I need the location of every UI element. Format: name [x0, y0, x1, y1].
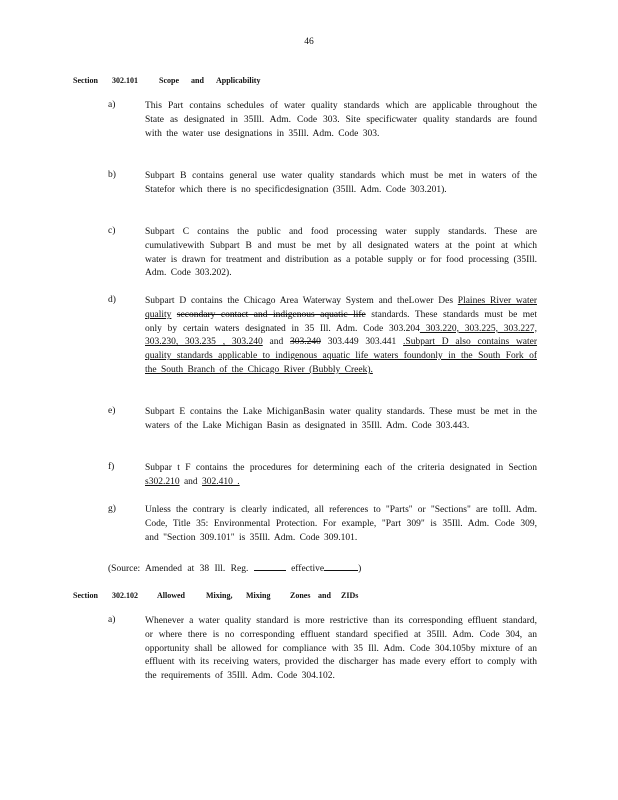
source-open: (Source: [108, 564, 141, 574]
section-number: 302.101 [112, 76, 138, 85]
inserted-text: s302.210 [145, 476, 180, 487]
section-label: Section [73, 76, 98, 85]
section-title-word: Mixing [246, 591, 271, 600]
text-segment: Subpar t F contains the procedures for determining each of the criteria designated in Section [145, 463, 537, 473]
section-title-word: Allowed [157, 591, 185, 600]
inserted-text: 302.410 . [202, 476, 240, 487]
deleted-text: 303.240 [290, 337, 321, 348]
item-text: Subpart E contains the Lake MichiganBasin water quality standards. These must be met in the waters of the Lake Michigan Basin as designated in 35Ill. Adm. Code 303.443. [145, 407, 537, 431]
source-amended: Amended at 38 Ill. Reg. [145, 564, 249, 574]
text-segment: and [269, 337, 284, 348]
inserted-text: .Subpart D also contains water quality standards applicable to indigenous aquatic life waters foundonly in the South Fork of the South Branch of the Chicago River (Bubbly Creek). [145, 337, 538, 375]
section-label: Section [73, 591, 98, 600]
section-title-word: Scope [159, 76, 179, 85]
source-note [108, 561, 361, 574]
source-close: ) [358, 564, 362, 574]
blank-field [324, 561, 358, 571]
item-text: This Part contains schedules of water quality standards which are applicable throughout the State as designated in 35Ill. Adm. Code 303. Site specificwater quality standards are found with the water use designations in 35Ill. Adm. Code 303. [145, 101, 537, 139]
deleted-text: secondary contact and indigenous aquatic life [176, 309, 366, 320]
item-text [145, 462, 537, 490]
item-text: Whenever a water quality standard is more restrictive than its corresponding effluent standard, or where there is no corresponding effluent standard specified at 35Ill. Adm. Code 304, an opportunity shall be allowed for compliance with 35 Ill. Adm. Code 304.105by mixture of an effluent with its receiving waters, provided the discharger has made every effort to comply with the requirements of 35Ill. Adm. Code 304.102. [145, 616, 537, 682]
item-text: Unless the contrary is clearly indicated, all references to "Parts" or "Sections" are toIll. Adm. Code, Title 35: Environmental Protection. For example, "Part 309" is 35Ill. Adm. Code 309, and "Section 309.101" is 35Ill. Adm. Code 309.101. [145, 505, 537, 543]
section-title-word: and [191, 76, 204, 85]
item-label: g) [108, 504, 116, 514]
section-title-word: Mixing, [206, 591, 233, 600]
section-title-word: and [318, 591, 331, 600]
blank-field [254, 561, 286, 571]
section-number: 302.102 [112, 591, 138, 600]
item-label: c) [108, 226, 116, 236]
item-label: f) [108, 462, 115, 472]
item-text: Subpart C contains the public and food processing water supply standards. These are cumulativewith Subpart B and must be met by all designated waters at the point at which water is drawn for treatment and distribution as a potable supply or for food processing (35Ill. Adm. Code 303.202). [145, 227, 537, 279]
item-label: a) [108, 100, 116, 110]
item-label: d) [108, 295, 116, 305]
item-label: e) [108, 406, 116, 416]
section-title-word: Zones [290, 591, 311, 600]
page-number: 46 [304, 37, 314, 47]
text-segment: and [179, 476, 203, 487]
text-segment: 303.449 303.441 [320, 337, 397, 348]
item-label: a) [108, 615, 116, 625]
source-effective: effective [291, 564, 325, 574]
section-title-word: ZIDs [341, 591, 359, 600]
inserted-text: Plaines River water quality [145, 296, 537, 320]
item-text [145, 295, 537, 378]
section-title-word: Applicability [216, 76, 261, 85]
inserted-text: 303.220, 303.225, 303.227, 303.230, 303.235 , 303.240 [145, 323, 538, 348]
item-label: b) [108, 170, 116, 180]
text-segment: standards. These standards must be met only by certain waters designated in 35 Ill. Adm. Code 303.204 [145, 309, 538, 334]
item-text: Subpart B contains general use water quality standards which must be met in waters of the Statefor which there is no specificdesignation (35Ill. Adm. Code 303.201). [145, 171, 537, 195]
text-segment: Subpart D contains the Chicago Area Waterway System and theLower Des [145, 296, 454, 306]
